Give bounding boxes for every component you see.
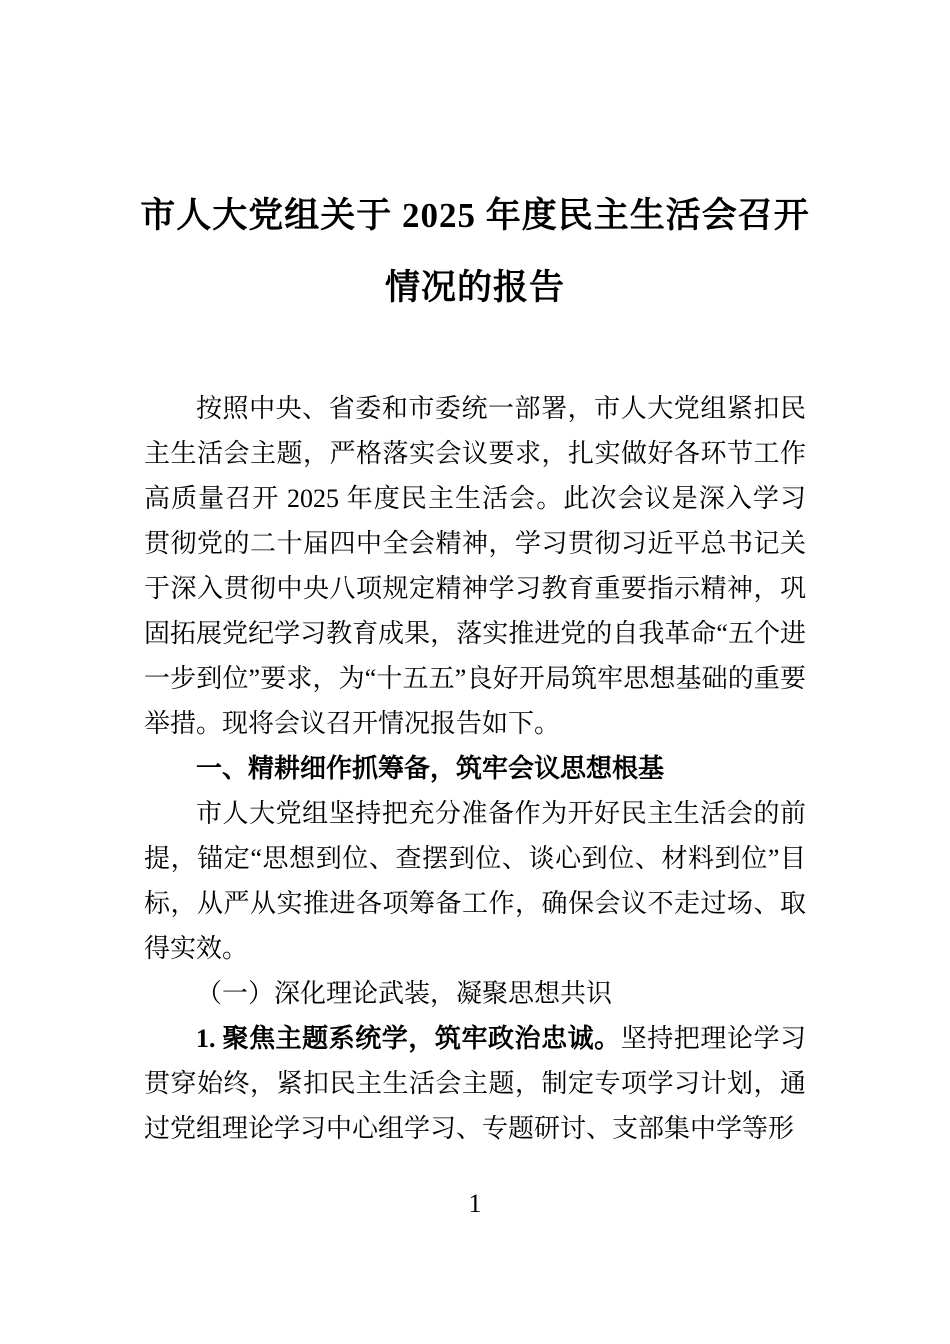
document-title [120, 180, 830, 324]
page-number: 1 [468, 1189, 482, 1218]
document-title-line2: 情况的报告 [384, 268, 565, 307]
intro-paragraph: 按照中央、省委和市委统一部署，市人大党组紧扣民主生活会主题，严格落实会议要求，扎实做好各环节工作高质量召开 2025 年度民主生活会。此次会议是深入学习贯彻党的二十届四中全会精神，学习贯彻习近平总书记关于深入贯彻中央八项规定精神学习教育重要指示精神，巩固拓展党纪学习教育成果，落实推进党的自我革命“五个进一步到位”要求，为“十五五”良好开局筑牢思想基础的重要举措。现将会议召开情况报告如下。 [144, 394, 806, 738]
document-body [144, 386, 806, 1151]
item-1-text: 坚持把理论学习贯穿始终，紧扣民主生活会主题，制定专项学习计划，通过党组理论学习中心组学习、专题研讨、支部集中学等形 [144, 1024, 806, 1143]
document-title-line1: 市人大党组关于 2025 年度民主生活会召开 [140, 196, 810, 235]
subsection-1-1-heading: （一）深化理论武装，凝聚思想共识 [196, 979, 613, 1008]
item-1-lead-sentence: 1. 聚焦主题系统学，筑牢政治忠诚。 [196, 1024, 621, 1053]
section-1-intro-paragraph: 市人大党组坚持把充分准备作为开好民主生活会的前提，锚定“思想到位、查摆到位、谈心到位、材料到位”目标，从严从实推进各项筹备工作，确保会议不走过场、取得实效。 [144, 799, 806, 963]
section-1-heading: 一、精耕细作抓筹备，筑牢会议思想根基 [196, 753, 665, 783]
item-1-paragraph [144, 1016, 806, 1151]
